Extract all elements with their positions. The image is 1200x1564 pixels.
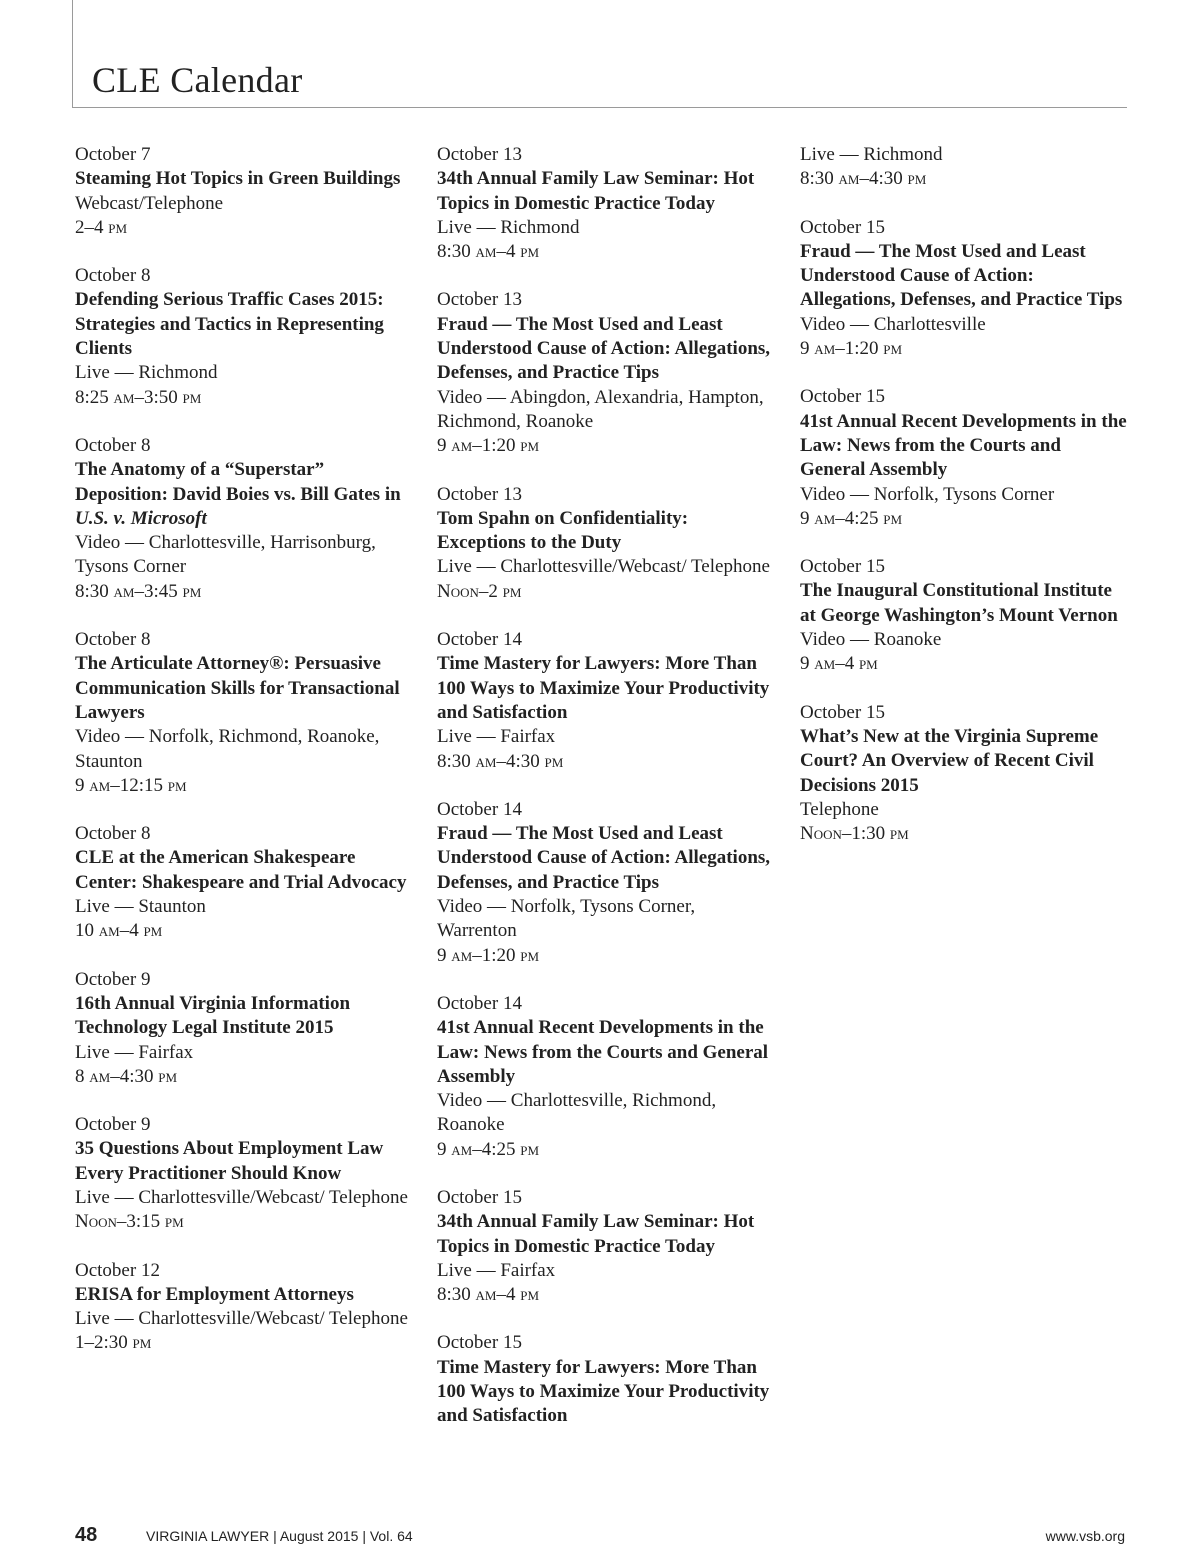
entry-format: Webcast/Telephone xyxy=(75,192,224,214)
entry-format: Video — Norfolk, Tysons Corner, Warrenton xyxy=(437,896,696,942)
entry-time: Noon–3:15 pm xyxy=(75,1211,184,1233)
entry-format: Video — Norfolk, Richmond, Roanoke, Staunton xyxy=(75,726,380,772)
entry-format: Video — Charlottesville, Harrisonburg, Tysons Corner xyxy=(75,532,376,578)
entry-date: October 15 xyxy=(800,386,885,408)
calendar-entry xyxy=(437,288,777,458)
entry-format: Live — Richmond xyxy=(75,362,218,384)
entry-format: Video — Roanoke xyxy=(800,629,942,651)
entry-title: The Anatomy of a “Superstar” Deposition: David Boies vs. Bill Gates in U.S. v. Microsoft xyxy=(75,459,401,529)
entry-format: Live — Charlottesville/Webcast/ Telephone xyxy=(75,1308,408,1330)
calendar-entry xyxy=(437,143,777,264)
entry-date: October 8 xyxy=(75,823,151,845)
entry-title: Fraud — The Most Used and Least Understood Cause of Action: Allegations, Defenses, and Practice Tips xyxy=(437,313,771,384)
entry-date: October 13 xyxy=(437,483,522,505)
calendar-entry xyxy=(75,143,415,240)
calendar-entry xyxy=(75,822,415,943)
calendar-entry xyxy=(437,628,777,774)
entry-format: Live — Fairfax xyxy=(437,726,556,748)
entry-date: October 9 xyxy=(75,968,151,990)
entry-title: Time Mastery for Lawyers: More Than 100 Ways to Maximize Your Productivity and Satisfaction xyxy=(437,653,770,723)
calendar-entry xyxy=(75,1113,415,1234)
entry-title: Tom Spahn on Confidentiality: Exceptions to the Duty xyxy=(437,507,689,554)
entry-date: October 14 xyxy=(437,992,522,1014)
entry-time: 9 am–1:20 pm xyxy=(437,944,540,966)
entry-time: 2–4 pm xyxy=(75,216,128,238)
publication-info: VIRGINIA LAWYER | August 2015 | Vol. 64 xyxy=(146,1528,413,1544)
entry-time: 8:30 am–4 pm xyxy=(437,1284,540,1306)
entry-title: Fraud — The Most Used and Least Understood Cause of Action: Allegations, Defenses, and Practice Tips xyxy=(437,823,771,893)
entry-date: October 14 xyxy=(437,629,522,651)
entry-time: 1–2:30 pm xyxy=(75,1332,152,1354)
entry-format: Video — Charlottesville, Richmond, Roanoke xyxy=(437,1090,717,1136)
calendar-entry xyxy=(800,555,1130,676)
page-number: 48 xyxy=(75,1524,98,1546)
calendar-entry xyxy=(75,968,415,1089)
calendar-entry xyxy=(800,385,1130,531)
website-link[interactable]: www.vsb.org xyxy=(1045,1528,1125,1544)
calendar-entry xyxy=(75,434,415,604)
entry-time: 8:30 am–4:30 pm xyxy=(437,750,564,772)
page-title: CLE Calendar xyxy=(92,60,303,100)
entry-title: What’s New at the Virginia Supreme Court? An Overview of Recent Civil Decisions 2015 xyxy=(800,725,1099,796)
header-vertical-rule xyxy=(72,0,73,108)
entry-format: Video — Charlottesville xyxy=(800,313,986,335)
entry-title: 16th Annual Virginia Information Technology Legal Institute 2015 xyxy=(75,992,351,1039)
entry-time: 8:25 am–3:50 pm xyxy=(75,386,202,408)
entry-time: 10 am–4 pm xyxy=(75,920,163,942)
entry-date: October 15 xyxy=(437,1186,522,1208)
entry-format: Video — Abingdon, Alexandria, Hampton, Richmond, Roanoke xyxy=(437,386,764,432)
entry-title: 34th Annual Family Law Seminar: Hot Topics in Domestic Practice Today xyxy=(437,1211,755,1257)
page-footer xyxy=(75,1524,1125,1550)
entry-time: 8:30 am–4 pm xyxy=(437,241,540,263)
entry-date: October 13 xyxy=(437,144,522,165)
entry-time: 9 am–12:15 pm xyxy=(75,774,187,796)
entry-format: Live — Richmond xyxy=(437,216,580,238)
entry-title: The Inaugural Constitutional Institute at George Washington’s Mount Vernon xyxy=(800,580,1118,626)
entry-format: Live — Fairfax xyxy=(75,1041,194,1063)
entry-title: 41st Annual Recent Developments in the Law: News from the Courts and General Assembly xyxy=(800,410,1127,481)
entry-date: October 8 xyxy=(75,629,151,651)
entry-date: October 15 xyxy=(437,1332,522,1354)
entry-time: Noon–2 pm xyxy=(437,580,522,602)
entry-format: Live — Richmond xyxy=(800,144,943,165)
entry-time: 9 am–4:25 pm xyxy=(800,507,903,529)
calendar-column-3 xyxy=(800,143,1130,870)
entry-date: October 15 xyxy=(800,216,885,238)
entry-date: October 15 xyxy=(800,556,885,578)
entry-title: Defending Serious Traffic Cases 2015: Strategies and Tactics in Representing Clients xyxy=(75,289,384,360)
calendar-entry xyxy=(75,264,415,410)
entry-time: Noon–1:30 pm xyxy=(800,823,909,845)
entry-format: Live — Fairfax xyxy=(437,1259,556,1281)
calendar-entry xyxy=(800,701,1130,847)
entry-format: Telephone xyxy=(800,798,879,820)
entry-title: ERISA for Employment Attorneys xyxy=(75,1283,354,1305)
entry-title: Fraud — The Most Used and Least Understood Cause of Action: Allegations, Defenses, and Practice Tips xyxy=(800,240,1123,311)
entry-title: 41st Annual Recent Developments in the Law: News from the Courts and General Assembly xyxy=(437,1017,769,1087)
entry-date: October 9 xyxy=(75,1114,151,1136)
calendar-entry xyxy=(437,1331,777,1428)
entry-time: 9 am–1:20 pm xyxy=(800,338,903,360)
entry-format: Video — Norfolk, Tysons Corner xyxy=(800,483,1055,505)
calendar-entry xyxy=(800,216,1130,362)
entry-date: October 12 xyxy=(75,1259,160,1281)
entry-format: Live — Charlottesville/Webcast/ Telephone xyxy=(437,556,770,578)
entry-title: 35 Questions About Employment Law Every Practitioner Should Know xyxy=(75,1138,384,1184)
calendar-entry xyxy=(75,628,415,798)
entry-title: Time Mastery for Lawyers: More Than 100 Ways to Maximize Your Productivity and Satisfaction xyxy=(437,1356,770,1427)
calendar-column-2 xyxy=(437,143,777,1453)
entry-date: October 8 xyxy=(75,434,151,456)
entry-title: The Articulate Attorney®: Persuasive Communication Skills for Transactional Lawyers xyxy=(75,653,400,723)
calendar-entry xyxy=(437,798,777,968)
calendar-entry xyxy=(800,143,1130,192)
calendar-entry xyxy=(437,992,777,1162)
entry-title: 34th Annual Family Law Seminar: Hot Topics in Domestic Practice Today xyxy=(437,168,755,214)
calendar-entry xyxy=(437,483,777,604)
calendar-entry xyxy=(75,1259,415,1356)
entry-date: October 15 xyxy=(800,701,885,723)
entry-time: 9 am–4 pm xyxy=(800,653,878,675)
calendar-entry xyxy=(437,1186,777,1307)
entry-time: 8 am–4:30 pm xyxy=(75,1065,178,1087)
header-rule xyxy=(72,107,1127,108)
entry-time: 8:30 am–4:30 pm xyxy=(800,168,927,190)
entry-title: CLE at the American Shakespeare Center: Shakespeare and Trial Advocacy xyxy=(75,847,407,893)
entry-date: October 14 xyxy=(437,798,522,820)
entry-format: Live — Charlottesville/Webcast/ Telephone xyxy=(75,1186,408,1208)
entry-time: 8:30 am–3:45 pm xyxy=(75,580,202,602)
entry-date: October 7 xyxy=(75,144,151,165)
entry-date: October 8 xyxy=(75,265,151,287)
entry-time: 9 am–4:25 pm xyxy=(437,1138,540,1160)
entry-title: Steaming Hot Topics in Green Buildings xyxy=(75,168,401,190)
entry-format: Live — Staunton xyxy=(75,896,206,918)
entry-date: October 13 xyxy=(437,289,522,311)
calendar-column-1 xyxy=(75,143,415,1380)
entry-time: 9 am–1:20 pm xyxy=(437,435,540,457)
